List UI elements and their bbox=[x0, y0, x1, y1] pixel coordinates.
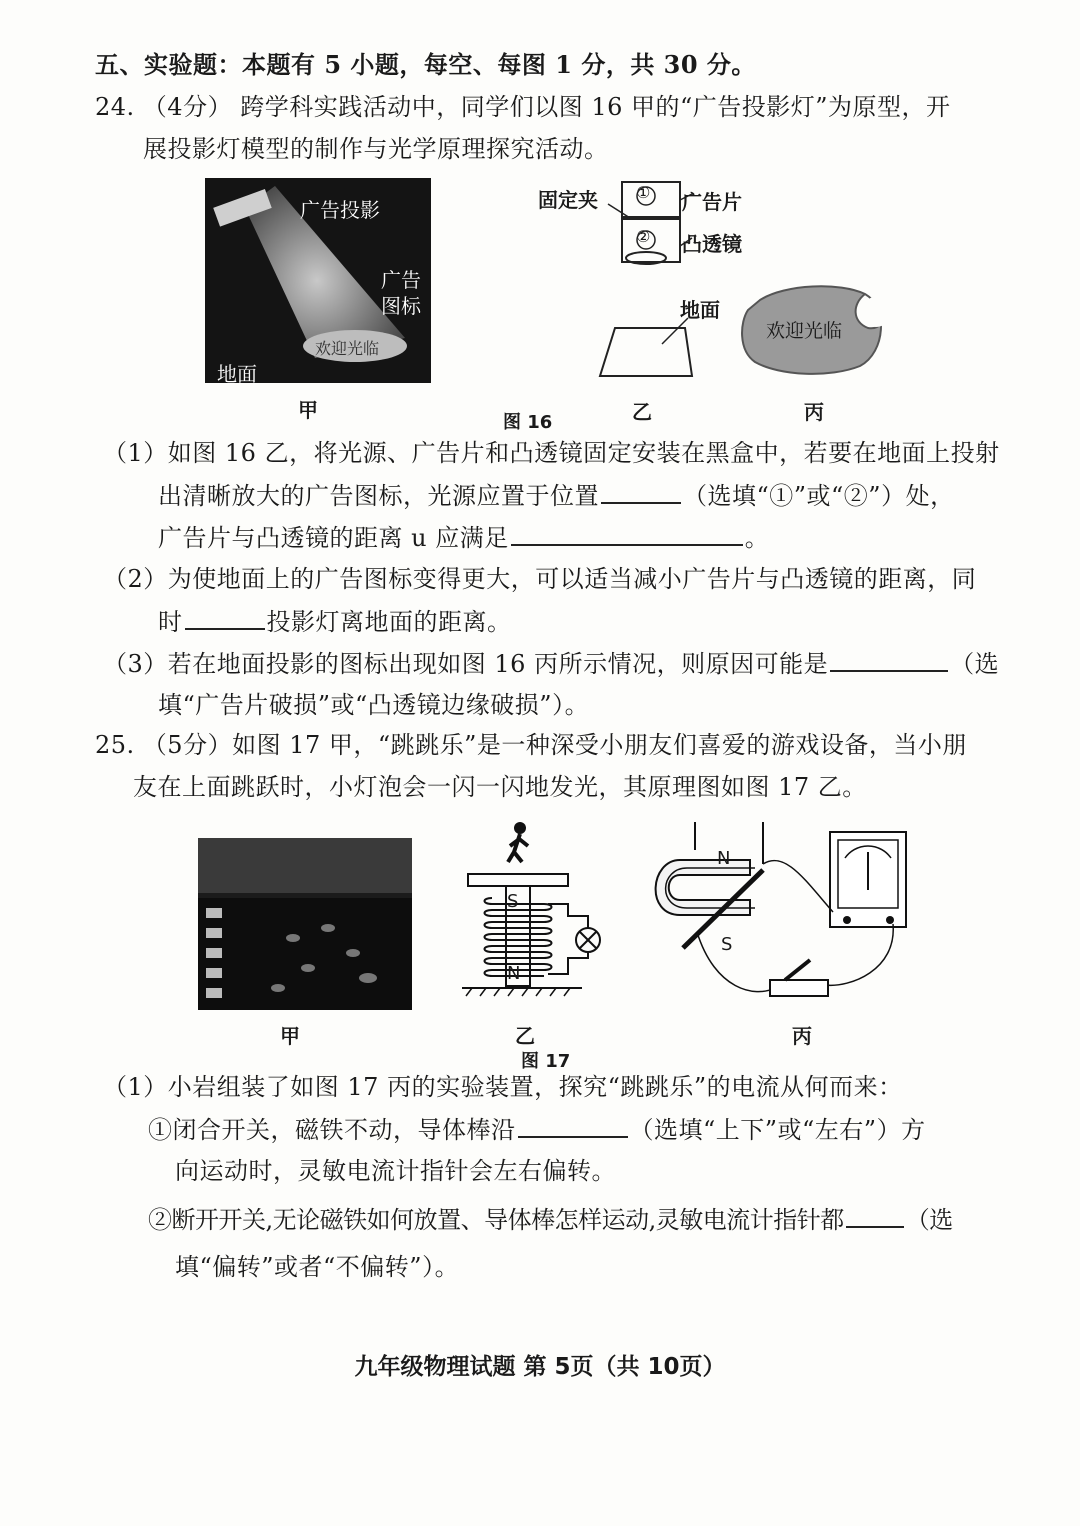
fig17-jia-photo bbox=[198, 838, 412, 1010]
q24-part2-line1: （2）为使地面上的广告图标变得更大，可以适当减小广告片与凸透镜的距离，同 bbox=[103, 565, 977, 593]
q25-part1-b-text-b: （选 bbox=[905, 1206, 953, 1234]
fig16-yi-diagram bbox=[530, 178, 770, 388]
fig16-sub-yi: 乙 bbox=[632, 400, 652, 424]
q25-stem-line2: 友在上面跳跃时，小灯泡会一闪一闪地发光，其原理图如图 17 乙。 bbox=[133, 773, 867, 801]
fig17-bing-diagram bbox=[635, 820, 920, 1005]
q25-part1-b-blank[interactable] bbox=[846, 1204, 904, 1228]
fig16-sub-jia: 甲 bbox=[298, 398, 318, 422]
q24-part2-line2-text-a: 时 bbox=[158, 608, 183, 636]
q24-part1-line2-text-b: （选填“①”或“②”）处， bbox=[683, 482, 955, 510]
q25-part1-a-blank[interactable] bbox=[518, 1114, 628, 1138]
q24-part1-blank-distance[interactable] bbox=[511, 522, 743, 546]
q24-part1-blank-position[interactable] bbox=[601, 480, 681, 504]
q24-part1-line2-text-a: 出清晰放大的广告图标，光源应置于位置 bbox=[158, 482, 599, 510]
fig16-bing-text: 欢迎光临 bbox=[766, 320, 843, 342]
q25-part1-a-line1 bbox=[148, 1114, 926, 1145]
fig16-sub-bing: 丙 bbox=[804, 400, 824, 424]
q25-stem-line1: 25. （5分）如图 17 甲，“跳跳乐”是一种深受小朋友们喜爱的游戏设备，当小朋 bbox=[95, 731, 967, 759]
q24-part3-blank[interactable] bbox=[830, 648, 948, 672]
fig17-sub-jia: 甲 bbox=[280, 1024, 300, 1048]
q24-part1-line3-text-b: 。 bbox=[744, 524, 770, 552]
fig16-jia-text-icon: 图标 bbox=[381, 294, 421, 318]
q24-stem-line1: 24. （4分） 跨学科实践活动中，同学们以图 16 甲的“广告投影灯”为原型，开 bbox=[95, 93, 951, 121]
fig16-yi-pos-1: ① bbox=[636, 183, 651, 202]
fig17-yi-diagram bbox=[462, 818, 617, 1003]
fig17-sub-yi: 乙 bbox=[515, 1024, 535, 1048]
q24-part2-blank[interactable] bbox=[185, 606, 265, 630]
fig16-caption: 图 16 bbox=[503, 412, 553, 433]
fig16-jia-text-welcome: 欢迎光临 bbox=[315, 339, 380, 358]
fig16-jia-text-ground: 地面 bbox=[217, 362, 257, 386]
fig17-caption: 图 17 bbox=[521, 1051, 571, 1072]
q24-part1-line2 bbox=[158, 480, 955, 511]
fig16-jia-photo bbox=[205, 178, 431, 386]
q24-part3-line1-text-b: （选 bbox=[950, 650, 1000, 678]
fig17-bing-magnet-s: S bbox=[721, 934, 733, 955]
fig16-yi-label-ground: 地面 bbox=[680, 298, 720, 322]
fig17-bing-magnet-n: N bbox=[717, 848, 731, 869]
q25-part1-b-line2: 填“偏转”或者“不偏转”）。 bbox=[175, 1253, 460, 1281]
fig16-yi-label-clamp: 固定夹 bbox=[538, 188, 598, 212]
q24-part3-line1-text-a: （3）若在地面投影的图标出现如图 16 丙所示情况，则原因可能是 bbox=[103, 650, 829, 678]
q25-part1-b-text-a: ②断开开关,无论磁铁如何放置、导体棒怎样运动,灵敏电流计指针都 bbox=[148, 1206, 844, 1234]
fig16-jia-text-ad-projection: 广告投影 bbox=[300, 198, 380, 222]
fig17-sub-bing: 丙 bbox=[792, 1024, 812, 1048]
fig17-yi-pole-n: N bbox=[507, 963, 521, 984]
fig16-yi-pos-2: ② bbox=[636, 227, 651, 246]
fig16-bing-image bbox=[740, 282, 885, 377]
q24-part3-line1 bbox=[103, 648, 999, 679]
q24-part3-line2: 填“广告片破损”或“凸透镜边缘破损”）。 bbox=[158, 691, 590, 719]
q24-stem-line2: 展投影灯模型的制作与光学原理探究活动。 bbox=[143, 135, 609, 163]
q25-part1-line1: （1）小岩组装了如图 17 丙的实验装置，探究“跳跳乐”的电流从何而来： bbox=[103, 1073, 903, 1101]
q24-part1-line3-text-a: 广告片与凸透镜的距离 u 应满足 bbox=[158, 524, 509, 552]
q24-part1-line1: （1）如图 16 乙，将光源、广告片和凸透镜固定安装在黑盒中，若要在地面上投射 bbox=[103, 439, 1000, 467]
fig17-yi-pole-s: S bbox=[507, 891, 519, 912]
q25-part1-a-text-a: ①闭合开关，磁铁不动，导体棒沿 bbox=[148, 1116, 516, 1144]
fig16-jia-text-ad: 广告 bbox=[381, 268, 421, 292]
q24-part2-line2-text-b: 投影灯离地面的距离。 bbox=[266, 608, 512, 636]
fig16-yi-label-slide: 广告片 bbox=[682, 190, 742, 214]
q25-part1-a-line2: 向运动时，灵敏电流计指针会左右偏转。 bbox=[175, 1157, 616, 1185]
q24-part2-line2 bbox=[158, 606, 512, 637]
q25-part1-b-line1 bbox=[148, 1204, 953, 1235]
q24-part1-line3 bbox=[158, 522, 769, 553]
q25-part1-a-text-b: （选填“上下”或“左右”）方 bbox=[629, 1116, 926, 1144]
page-footer: 九年级物理试题 第 5页（共 10页） bbox=[354, 1354, 726, 1380]
fig16-yi-label-lens: 凸透镜 bbox=[682, 232, 742, 256]
section-title: 五、实验题：本题有 5 小题，每空、每图 1 分，共 30 分。 bbox=[95, 50, 756, 79]
